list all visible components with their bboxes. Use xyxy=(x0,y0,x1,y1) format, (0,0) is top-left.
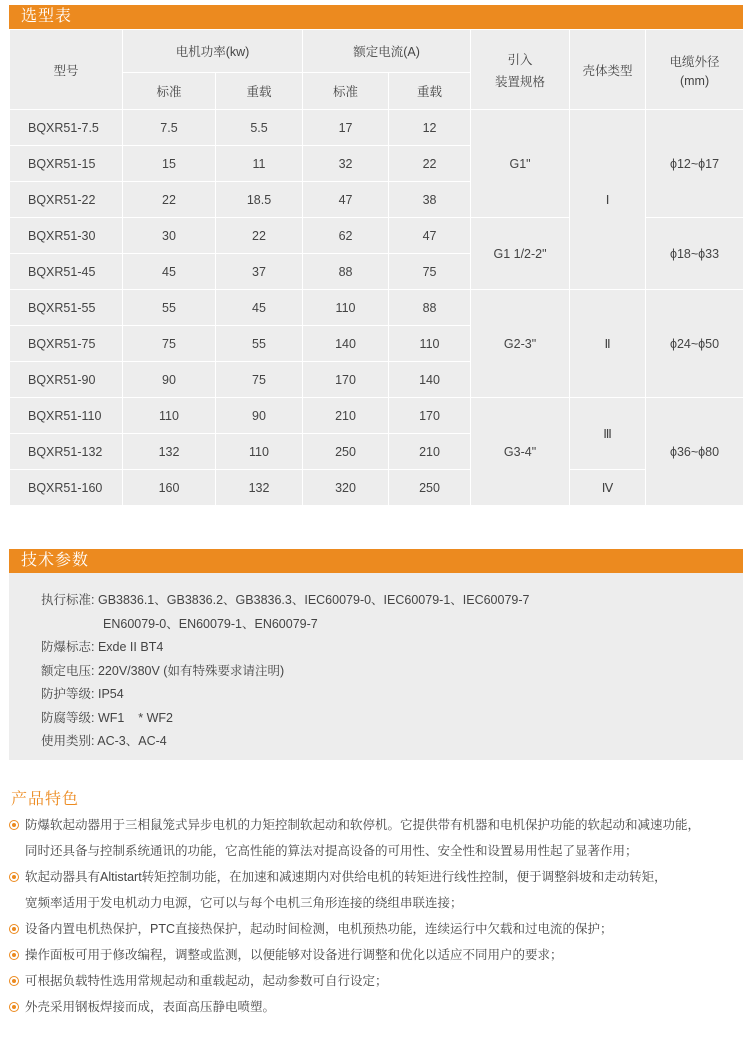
bullet-icon xyxy=(9,976,19,986)
model-cell: BQXR51-160 xyxy=(10,470,123,506)
param-label: 额定电压: xyxy=(41,663,95,678)
params-panel xyxy=(9,573,743,760)
param-row-explosion xyxy=(41,636,743,660)
current-standard-cell: 170 xyxy=(303,362,389,398)
params-title: 技术参数 xyxy=(9,549,743,573)
param-row-voltage xyxy=(41,660,743,684)
power-standard-cell: 90 xyxy=(123,362,216,398)
entry-cell: G1" xyxy=(471,110,570,218)
model-cell: BQXR51-110 xyxy=(10,398,123,434)
current-standard-cell: 210 xyxy=(303,398,389,434)
list-item-continuation xyxy=(9,838,743,864)
model-cell: BQXR51-15 xyxy=(10,146,123,182)
feature-text: 宽频率适用于发电机动力电源，它可以与每个电机三角形连接的绕组串联连接； xyxy=(25,896,463,910)
current-standard-cell: 320 xyxy=(303,470,389,506)
current-heavy-cell: 12 xyxy=(389,110,471,146)
bullet-icon xyxy=(9,872,19,882)
model-cell: BQXR51-90 xyxy=(10,362,123,398)
table-row xyxy=(10,398,744,434)
param-value: EN60079-0、EN60079-1、EN60079-7 xyxy=(103,616,318,631)
header-power-standard: 标准 xyxy=(123,73,216,110)
list-item xyxy=(9,994,743,1020)
table-row xyxy=(10,470,744,506)
power-heavy-cell: 90 xyxy=(216,398,303,434)
model-cell: BQXR51-55 xyxy=(10,290,123,326)
model-cell: BQXR51-30 xyxy=(10,218,123,254)
power-heavy-cell: 37 xyxy=(216,254,303,290)
power-standard-cell: 30 xyxy=(123,218,216,254)
power-heavy-cell: 132 xyxy=(216,470,303,506)
power-heavy-cell: 18.5 xyxy=(216,182,303,218)
selection-table-title: 选型表 xyxy=(9,5,743,29)
housing-cell: Ⅳ xyxy=(570,470,646,506)
power-heavy-cell: 5.5 xyxy=(216,110,303,146)
power-standard-cell: 45 xyxy=(123,254,216,290)
model-cell: BQXR51-75 xyxy=(10,326,123,362)
power-heavy-cell: 45 xyxy=(216,290,303,326)
feature-text: 设备内置电机热保护，PTC直接热保护，起动时间检测，电机预热功能，连续运行中欠载和过电流的保护； xyxy=(25,922,613,936)
param-row-standard xyxy=(41,589,743,613)
param-value: WF1 * WF2 xyxy=(97,710,173,725)
param-label: 防爆标志: xyxy=(41,640,95,654)
list-item xyxy=(9,812,743,838)
header-entry xyxy=(471,30,570,110)
feature-text: 可根据负载特性选用常规起动和重载起动，起动参数可自行设定； xyxy=(25,974,388,988)
header-power: 电机功率(kw) xyxy=(123,30,303,73)
header-entry-line2: 装置规格 xyxy=(495,74,546,89)
param-row-corrosion xyxy=(41,707,743,731)
current-standard-cell: 47 xyxy=(303,182,389,218)
list-item xyxy=(9,916,743,942)
model-cell: BQXR51-22 xyxy=(10,182,123,218)
current-standard-cell: 88 xyxy=(303,254,389,290)
param-value: IP54 xyxy=(97,687,124,701)
features-list xyxy=(9,812,743,1020)
header-current: 额定电流(A) xyxy=(303,30,471,73)
power-standard-cell: 132 xyxy=(123,434,216,470)
list-item xyxy=(9,942,743,968)
cable-cell: ϕ18~ϕ33 xyxy=(646,218,744,290)
cable-cell: ϕ36~ϕ80 xyxy=(646,398,744,506)
power-standard-cell: 110 xyxy=(123,398,216,434)
list-item-continuation xyxy=(9,890,743,916)
header-power-heavy: 重载 xyxy=(216,73,303,110)
current-standard-cell: 250 xyxy=(303,434,389,470)
cable-cell: ϕ12~ϕ17 xyxy=(646,110,744,218)
list-item xyxy=(9,968,743,994)
features-title: 产品特色 xyxy=(11,791,80,808)
power-standard-cell: 55 xyxy=(123,290,216,326)
header-cable-line2: (mm) xyxy=(679,73,710,88)
header-cable-line1: 电缆外径 xyxy=(669,54,720,69)
current-heavy-cell: 110 xyxy=(389,326,471,362)
current-standard-cell: 32 xyxy=(303,146,389,182)
feature-text: 操作面板可用于修改编程，调整或监测，以便能够对设备进行调整和优化以适应不同用户的要求； xyxy=(25,948,563,962)
current-heavy-cell: 75 xyxy=(389,254,471,290)
entry-cell: G1 1/2-2" xyxy=(471,218,570,290)
header-housing: 壳体类型 xyxy=(570,30,646,110)
header-cable xyxy=(646,30,744,110)
param-label: 防腐等级: xyxy=(41,710,95,725)
param-label: 防护等级: xyxy=(41,687,95,701)
header-entry-line1: 引入 xyxy=(507,52,533,67)
table-row xyxy=(10,290,744,326)
power-standard-cell: 75 xyxy=(123,326,216,362)
feature-text: 同时还具备与控制系统通讯的功能，它高性能的算法对提高设备的可用性、安全性和设置易用性起了显著作用； xyxy=(25,844,638,858)
entry-cell: G2-3" xyxy=(471,290,570,398)
bullet-icon xyxy=(9,924,19,934)
housing-cell: Ⅰ xyxy=(570,110,646,290)
power-heavy-cell: 22 xyxy=(216,218,303,254)
model-cell: BQXR51-132 xyxy=(10,434,123,470)
list-item xyxy=(9,864,743,890)
power-standard-cell: 22 xyxy=(123,182,216,218)
header-model: 型号 xyxy=(10,30,123,110)
power-heavy-cell: 11 xyxy=(216,146,303,182)
feature-text: 外壳采用钢板焊接而成，表面高压静电喷塑。 xyxy=(25,1000,276,1014)
header-current-standard: 标准 xyxy=(303,73,389,110)
current-heavy-cell: 22 xyxy=(389,146,471,182)
current-standard-cell: 110 xyxy=(303,290,389,326)
power-heavy-cell: 110 xyxy=(216,434,303,470)
param-label: 使用类别: xyxy=(41,734,95,748)
bullet-icon xyxy=(9,1002,19,1012)
power-heavy-cell: 75 xyxy=(216,362,303,398)
current-heavy-cell: 140 xyxy=(389,362,471,398)
model-cell: BQXR51-7.5 xyxy=(10,110,123,146)
entry-cell: G3-4" xyxy=(471,398,570,506)
feature-text: 软起动器具有Altistart转矩控制功能，在加速和减速期内对供给电机的转矩进行线性控制，便于调整斜坡和走动转矩， xyxy=(25,870,667,884)
param-row-usage xyxy=(41,730,743,754)
param-row-standard-cont xyxy=(41,613,743,637)
table-row xyxy=(10,110,744,146)
current-heavy-cell: 88 xyxy=(389,290,471,326)
power-standard-cell: 7.5 xyxy=(123,110,216,146)
bullet-icon xyxy=(9,820,19,830)
model-cell: BQXR51-45 xyxy=(10,254,123,290)
housing-cell: Ⅲ xyxy=(570,398,646,470)
param-value: AC-3、AC-4 xyxy=(97,734,167,748)
current-heavy-cell: 170 xyxy=(389,398,471,434)
current-standard-cell: 17 xyxy=(303,110,389,146)
param-value: GB3836.1、GB3836.2、GB3836.3、IEC60079-0、IEC60079-1、IEC60079-7 xyxy=(97,593,530,607)
power-heavy-cell: 55 xyxy=(216,326,303,362)
current-heavy-cell: 250 xyxy=(389,470,471,506)
param-value: 220V/380V (如有特殊要求请注明) xyxy=(97,663,285,678)
header-current-heavy: 重载 xyxy=(389,73,471,110)
current-heavy-cell: 38 xyxy=(389,182,471,218)
feature-text: 防爆软起动器用于三相鼠笼式异步电机的力矩控制软起动和软停机。它提供带有机器和电机保护功能的软起动和减速功能， xyxy=(25,818,701,832)
current-heavy-cell: 47 xyxy=(389,218,471,254)
power-standard-cell: 15 xyxy=(123,146,216,182)
current-standard-cell: 140 xyxy=(303,326,389,362)
power-standard-cell: 160 xyxy=(123,470,216,506)
current-heavy-cell: 210 xyxy=(389,434,471,470)
current-standard-cell: 62 xyxy=(303,218,389,254)
param-row-protection xyxy=(41,683,743,707)
bullet-icon xyxy=(9,950,19,960)
housing-cell: Ⅱ xyxy=(570,290,646,398)
param-label: 执行标准: xyxy=(41,593,95,607)
param-value: Exde II BT4 xyxy=(97,640,164,654)
selection-table xyxy=(9,29,744,506)
cable-cell: ϕ24~ϕ50 xyxy=(646,290,744,398)
